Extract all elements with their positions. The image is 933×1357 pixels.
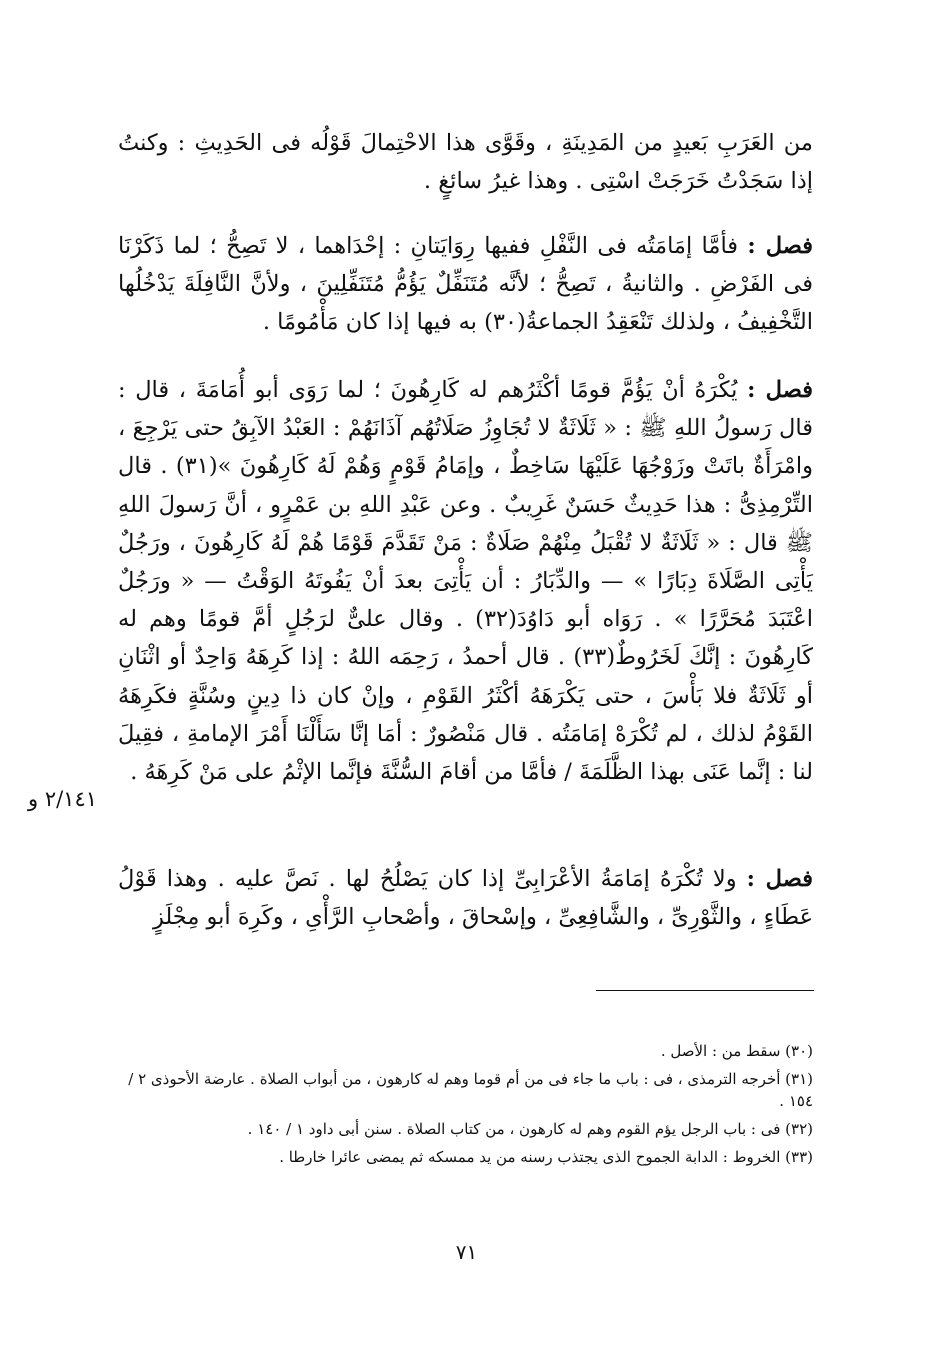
- paragraph-text: يُكْرَهُ أنْ يَؤُمَّ قومًا أكْثَرُهم له كَارِهُونَ ؛ لما رَوَى أبو أُمَامَةَ ، قال : قال رَسولُ اللهِ ﷺ : « ثَلَاثَةٌ لا تُجَاوِزُ صَلَاتُهُم آذَانَهُمْ : العَبْدُ الآبِقُ حتى يَرْجِعَ ، وامْرَأَةٌ باتَتْ وزَوْجُهَا عَلَيْهَا سَاخِطٌ ، وإمَامُ قَوْمٍ وَهُمْ لَهُ كَارِهُونَ »(٣١) . قال التِّرْمِذِىُّ : هذا حَدِيثٌ حَسَنٌ غَرِيبٌ . وعن عَبْدِ اللهِ بن عَمْرٍو ، أنَّ رَسولَ اللهِ ﷺ قال : « ثَلَاثَةٌ لا تُقْبَلُ مِنْهُمْ صَلَاةٌ : مَنْ تَقَدَّمَ قَوْمًا هُمْ لَهُ كَارِهُونَ ، ورَجُلٌ يَأْتِى الصَّلَاةَ دِبَارًا » — والدِّبَارُ : أن يَأْتِىَ بعدَ أنْ يَفُوتَهُ الوَقْتُ — « ورَجُلٌ اعْتَبَدَ مُحَرَّرًا » . رَوَاه أبو دَاوُدَ(٣٢) . وقال علىٌّ لرَجُلٍ أمَّ قومًا وهم له كَارِهُونَ : إنَّكَ لَخَرُوطٌ(٣٣) . قال أحمدُ ، رَحِمَه اللهُ : إذا كَرِهَهُ وَاحِدٌ أو اثْنَانِ أو ثَلَاثَةٌ فلا بَأْسَ ، حتى يَكْرَهَهُ أكْثَرُ القَوْمِ ، وإنْ كان ذا دِينٍ وسُنَّةٍ فكَرِهَهُ القَوْمُ لذلك ، لم تُكْرَهْ إمَامَتُه . قال مَنْصُورٌ : أمَا إنَّا سَأَلْنَا أَمْرَ الإمامةِ ، فقِيلَ لنا : إنَّما عَنَى بهذا الظَّلَمَةَ / فأمَّا من أقامَ السُّنَّةَ فإنَّما الإثْمُ على مَنْ كَرِهَهُ .: [118, 377, 813, 786]
- paragraph-fasl-arabi: [118, 860, 813, 936]
- section-heading: فصل :: [746, 866, 813, 892]
- paragraph-fasl-karahah: [118, 371, 813, 791]
- margin-folio-note: ٢/١٤١ و: [28, 787, 98, 811]
- page-number: ٧١: [455, 1240, 478, 1264]
- section-heading: فصل :: [747, 377, 813, 403]
- footnotes: [118, 1040, 813, 1174]
- paragraph-text: فأمَّا إمَامَتُه فى النَّفْلِ ففيها رِوَايَتانِ : إحْدَاهما ، لا تَصِحُّ ؛ لما ذَكَرْنَا فى الفَرْضِ . والثانيةُ ، تَصِحُّ ؛ لأنَّه مُتَنَفِّلٌ يَؤُمُّ مُتَنَفِّلِينَ ، ولأنَّ النَّافِلَةَ يَدْخُلُها التَّخْفِيفُ ، ولذلك تَنْعَقِدُ الجماعةُ(٣٠) به فيها إذا كان مَأْمُومًا .: [118, 233, 813, 336]
- paragraph-continuation: [118, 124, 813, 200]
- footnote-31: (٣١) أخرجه الترمذى ، فى : باب ما جاء فى من أم قوما وهم له كارهون ، من أبواب الصلاة . عارضة الأحوذى ٢ / ١٥٤ .: [128, 1070, 813, 1110]
- section-heading: فصل :: [747, 233, 813, 259]
- footnote-divider: [596, 990, 814, 991]
- paragraph-text: من العَرَبِ بَعيدٍ من المَدِينَةِ ، وقَوَّى هذا الاحْتِمالَ قَوْلُه فى الحَدِيثِ : وكنتُ إذا سَجَدْتُ خَرَجَتْ اسْتِى . وهذا غيرُ سائغٍ .: [118, 130, 813, 195]
- footnote-33: (٣٣) الخروط : الدابة الجموح الذى يجتذب رسنه من يد ممسكه ثم يمضى عائرا خارطا .: [279, 1148, 813, 1166]
- footnote-30: (٣٠) سقط من : الأصل .: [660, 1042, 813, 1060]
- footnote-32: (٣٢) فى : باب الرجل يؤم القوم وهم له كارهون ، من كتاب الصلاة . سنن أبى داود ١ / ١٤٠ .: [247, 1120, 813, 1138]
- paragraph-text: ولا تُكْرَهُ إمَامَةُ الأعْرَابِىِّ إذا كان يَصْلُحُ لها . نَصَّ عليه . وهذا قَوْلُ عَطَاءٍ ، والثَّوْرِىِّ ، والشَّافِعِىِّ ، وإسْحاقَ ، وأصْحابِ الرَّأْىِ ، وكَرِهَ أبو مِجْلَزٍ: [118, 866, 813, 931]
- paragraph-fasl-nafl: [118, 227, 813, 342]
